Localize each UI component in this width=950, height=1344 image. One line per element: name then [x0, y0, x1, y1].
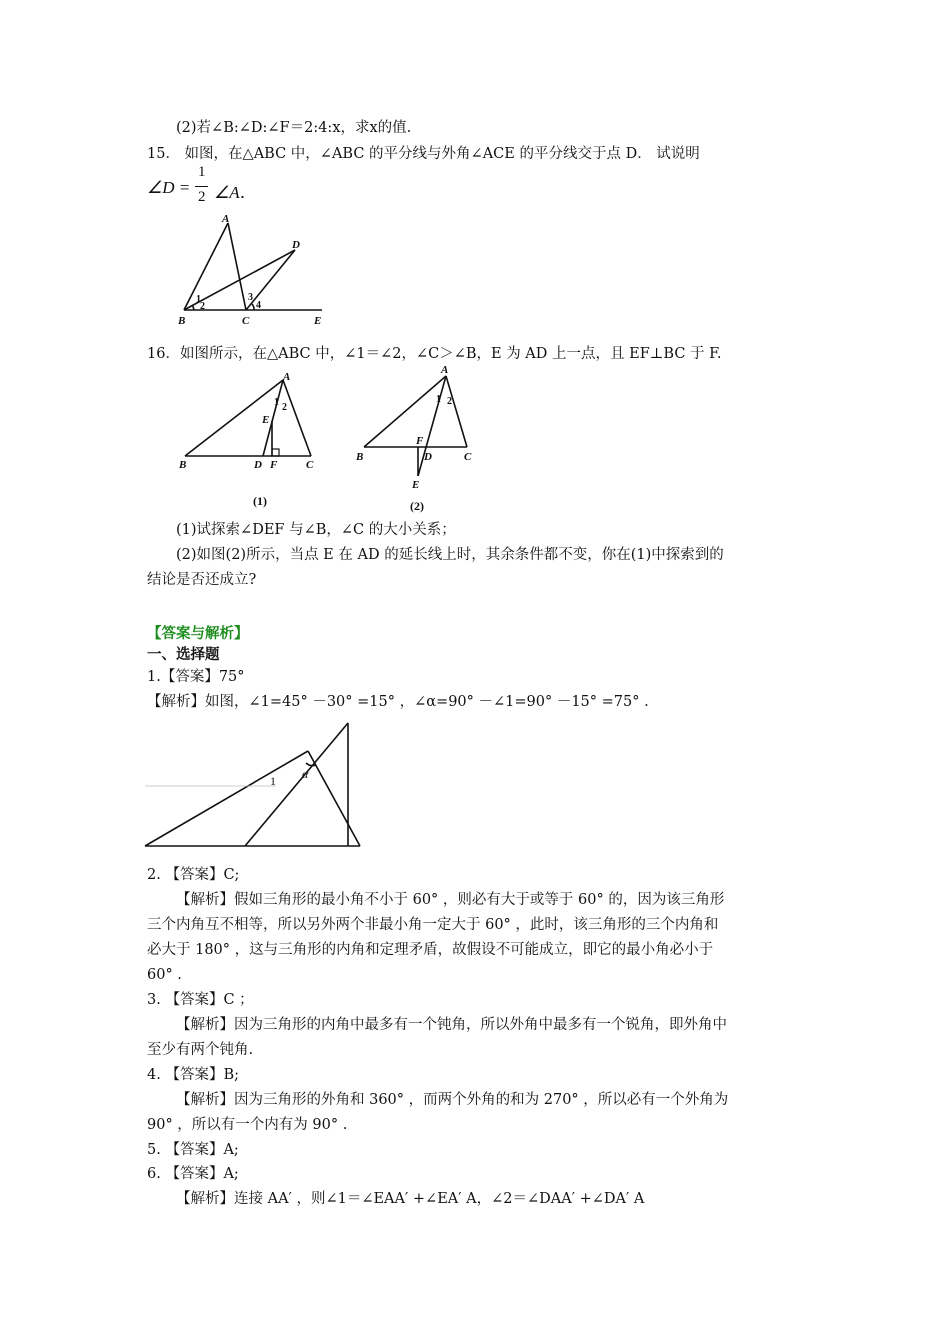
a2-answer: 2. 【答案】C; [147, 867, 240, 883]
a4-analysis-line: 90° ，所以有一个内有为 90° . [147, 1117, 348, 1133]
angle-1: 1 [436, 394, 441, 405]
q15-text: 15． 如图，在△ABC 中，∠ABC 的平分线与外角∠ACE 的平分线交于点 D． 试说明 [147, 146, 700, 162]
label-E: E [314, 315, 322, 327]
a3-analysis-line: 至少有两个钝角. [147, 1042, 254, 1058]
label-B: B [356, 451, 364, 463]
q16-part1: (1)试探索∠DEF 与∠B，∠C 的大小关系； [176, 522, 456, 538]
formula-rhs: ∠A． [214, 183, 257, 202]
caption-2: (2) [410, 499, 424, 513]
q16-text: 16．如图所示，在△ABC 中，∠1＝∠2，∠C＞∠B，E 为 AD 上一点，且 EF⊥BC 于 F. [147, 346, 722, 362]
a4-answer: 4. 【答案】B; [147, 1067, 239, 1083]
a2-analysis-line: 三个内角互不相等，所以另外两个非最小角一定大于 60° ，此时，该三角形的三个内角和 [147, 917, 719, 933]
angle-alpha: α [302, 767, 309, 781]
a2-analysis-line: 必大于 180° ，这与三角形的内角和定理矛盾，故假设不可能成立，即它的最小角必小于 [147, 942, 714, 958]
label-D: D [254, 459, 262, 471]
q16-figure-2 [350, 360, 485, 515]
a1-figure [140, 715, 370, 855]
label-B: B [178, 315, 186, 327]
answers-heading: 【答案与解析】 [147, 626, 249, 642]
label-D: D [424, 451, 432, 463]
a1-answer: 1.【答案】75° [147, 669, 245, 685]
a2-analysis-line: 60° . [147, 967, 182, 983]
label-A: A [283, 371, 291, 383]
formula-lhs: ∠D = [147, 178, 191, 197]
label-C: C [464, 451, 472, 463]
label-F: F [270, 459, 278, 471]
angle-3: 3 [248, 292, 253, 303]
q15-figure [170, 210, 330, 330]
label-C: C [306, 459, 314, 471]
angle-2: 2 [282, 402, 287, 413]
q14-part2: (2)若∠B:∠D:∠F＝2:4:x，求x的值. [176, 120, 412, 136]
angle-4: 4 [256, 300, 261, 311]
a3-answer: 3. 【答案】C ； [147, 992, 254, 1008]
a6-answer: 6. 【答案】A; [147, 1166, 239, 1182]
q16-figure-1 [175, 368, 325, 513]
a5-answer: 5. 【答案】A; [147, 1142, 239, 1158]
formula-numerator: 1 [198, 164, 206, 180]
angle-2: 2 [200, 301, 205, 312]
a4-analysis-line: 【解析】因为三角形的外角和 360° ，而两个外角的和为 270° ，所以必有一个外角为 [176, 1092, 729, 1108]
label-E: E [412, 479, 420, 491]
section-title: 一、选择题 [147, 647, 220, 663]
label-B: B [179, 459, 187, 471]
formula-fraction-bar [195, 186, 208, 187]
q16-part2-line2: 结论是否还成立? [147, 572, 257, 588]
caption-1: (1) [253, 494, 267, 508]
formula-denominator: 2 [198, 189, 206, 205]
a1-analysis: 【解析】如图，∠1=45° －30° =15° ，∠α=90° －∠1=90° －15° =75° . [147, 694, 649, 710]
label-A: A [222, 213, 230, 225]
label-E: E [262, 414, 270, 426]
label-D: D [292, 239, 300, 251]
a3-analysis-line: 【解析】因为三角形的内角中最多有一个钝角，所以外角中最多有一个锐角，即外角中 [176, 1017, 727, 1033]
a2-analysis-line: 【解析】假如三角形的最小角不小于 60° ，则必有大于或等于 60° 的，因为该三角形 [176, 892, 725, 908]
label-F: F [416, 435, 424, 447]
a6-analysis: 【解析】连接 AA′ ，则∠1＝∠EAA′ +∠EA′ A，∠2＝∠DAA′ +∠DA′ A [176, 1191, 645, 1207]
angle-1: 1 [274, 397, 279, 408]
q16-part2-line1: (2)如图(2)所示，当点 E 在 AD 的延长线上时，其余条件都不变，你在(1)中探索到的 [176, 547, 724, 563]
angle-2: 2 [447, 396, 452, 407]
label-A: A [441, 364, 449, 376]
angle-1: 1 [196, 294, 201, 305]
angle-1: 1 [270, 774, 276, 788]
label-C: C [242, 315, 250, 327]
